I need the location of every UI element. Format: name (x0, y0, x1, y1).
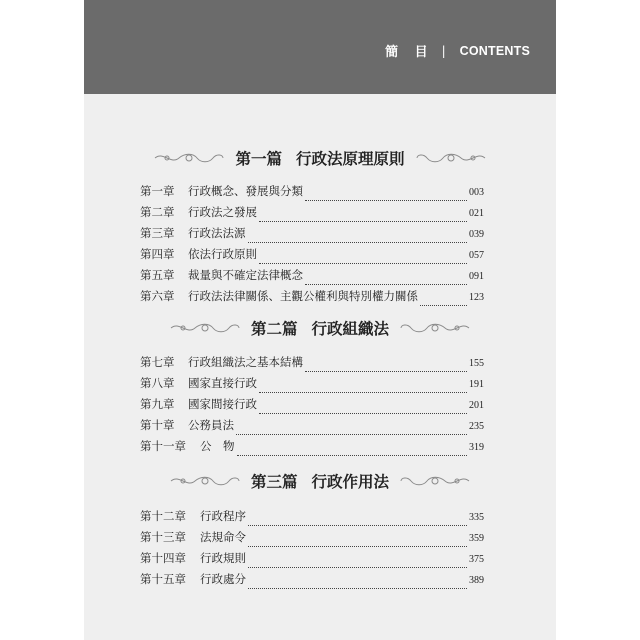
toc-row[interactable] (140, 571, 484, 592)
ornament-left-icon (153, 149, 225, 167)
toc-row[interactable] (140, 354, 484, 375)
toc-part-2 (140, 354, 484, 459)
leader-dots (259, 412, 467, 414)
leader-dots (420, 304, 467, 306)
book-page (84, 0, 556, 640)
leader-dots (305, 283, 467, 285)
toc-row[interactable] (140, 438, 484, 459)
toc-part-3 (140, 508, 484, 592)
page-number: 375 (469, 554, 484, 565)
chapter-number: 第七章 (140, 355, 175, 369)
header-title (385, 41, 530, 60)
leader-dots (248, 524, 467, 526)
page-number: 057 (469, 250, 484, 261)
chapter-number: 第十一章 (140, 439, 186, 453)
chapter-number: 第五章 (140, 268, 175, 282)
page-number: 235 (469, 421, 484, 432)
part-name: 行政法原理原則 (296, 149, 405, 168)
part-title (251, 317, 389, 339)
toc-row[interactable] (140, 508, 484, 529)
toc-row[interactable] (140, 529, 484, 550)
toc-part-1 (140, 183, 484, 309)
ornament-right-icon (399, 319, 471, 337)
page-number: 123 (469, 292, 484, 303)
chapter-number: 第十二章 (140, 509, 186, 523)
toc-row[interactable] (140, 204, 484, 225)
leader-dots (248, 545, 467, 547)
toc-row[interactable] (140, 550, 484, 571)
chapter-title: 公 物 (200, 439, 235, 453)
part-label: 第一篇 (235, 149, 282, 168)
chapter-number: 第十章 (140, 418, 175, 432)
page-number: 319 (469, 442, 484, 453)
part-3-heading-wrap (84, 469, 556, 493)
page-number: 039 (469, 229, 484, 240)
chapter-number: 第九章 (140, 397, 175, 411)
page-number: 335 (469, 512, 484, 523)
page-number: 155 (469, 358, 484, 369)
chapter-number: 第八章 (140, 376, 175, 390)
leader-dots (248, 241, 468, 243)
page-number: 359 (469, 533, 484, 544)
chapter-title: 行政法法源 (188, 226, 246, 240)
ornament-left-icon (169, 472, 241, 490)
page-header (84, 0, 556, 94)
leader-dots (305, 199, 467, 201)
toc-row[interactable] (140, 396, 484, 417)
part-name: 行政組織法 (311, 319, 390, 338)
chapter-title: 裁量與不確定法律概念 (188, 268, 303, 282)
leader-dots (259, 262, 467, 264)
chapter-title: 行政概念、發展與分類 (188, 184, 303, 198)
chapter-title: 國家直接行政 (188, 376, 257, 390)
leader-dots (237, 454, 468, 456)
part-title (235, 147, 404, 169)
toc-row[interactable] (140, 375, 484, 396)
chapter-number: 第二章 (140, 205, 175, 219)
chapter-number: 第一章 (140, 184, 175, 198)
chapter-title: 行政規則 (200, 551, 246, 565)
toc-row[interactable] (140, 288, 484, 309)
chapter-title: 行政處分 (200, 572, 246, 586)
chapter-number: 第六章 (140, 289, 175, 303)
page-number: 201 (469, 400, 484, 411)
chapter-number: 第四章 (140, 247, 175, 261)
toc-row[interactable] (140, 246, 484, 267)
part-title (251, 470, 389, 492)
leader-dots (248, 566, 467, 568)
leader-dots (236, 433, 467, 435)
toc-row[interactable] (140, 183, 484, 204)
part-heading (84, 146, 556, 170)
chapter-number: 第十五章 (140, 572, 186, 586)
chapter-number: 第十三章 (140, 530, 186, 544)
toc-row[interactable] (140, 267, 484, 288)
chapter-title: 行政法之發展 (188, 205, 257, 219)
chapter-number: 第十四章 (140, 551, 186, 565)
part-heading (84, 469, 556, 493)
leader-dots (248, 587, 467, 589)
ornament-left-icon (169, 319, 241, 337)
page-number: 021 (469, 208, 484, 219)
leader-dots (305, 370, 467, 372)
toc-row[interactable] (140, 417, 484, 438)
toc-row[interactable] (140, 225, 484, 246)
leader-dots (259, 391, 467, 393)
chapter-title: 行政程序 (200, 509, 246, 523)
chapter-title: 公務員法 (188, 418, 234, 432)
chapter-title: 依法行政原則 (188, 247, 257, 261)
chapter-title: 行政法法律關係、主觀公權利與特別權力關係 (188, 289, 418, 303)
part-heading (84, 316, 556, 340)
chapter-title: 法規命令 (200, 530, 246, 544)
header-title-english: CONTENTS (459, 43, 530, 58)
part-1-heading-wrap (84, 146, 556, 170)
part-label: 第二篇 (250, 319, 298, 338)
leader-dots (259, 220, 467, 222)
ornament-right-icon (399, 472, 471, 490)
part-label: 第三篇 (250, 472, 298, 491)
page-number: 389 (469, 575, 484, 586)
chapter-title: 國家間接行政 (188, 397, 257, 411)
part-2-heading-wrap (84, 316, 556, 340)
page-number: 091 (469, 271, 484, 282)
header-separator: | (441, 43, 446, 58)
chapter-title: 行政組織法之基本結構 (188, 355, 303, 369)
page-number: 191 (469, 379, 484, 390)
page-number: 003 (469, 187, 484, 198)
header-title-chinese: 簡 目 (385, 45, 434, 60)
chapter-number: 第三章 (140, 226, 175, 240)
part-name: 行政作用法 (311, 472, 390, 491)
ornament-right-icon (415, 149, 487, 167)
